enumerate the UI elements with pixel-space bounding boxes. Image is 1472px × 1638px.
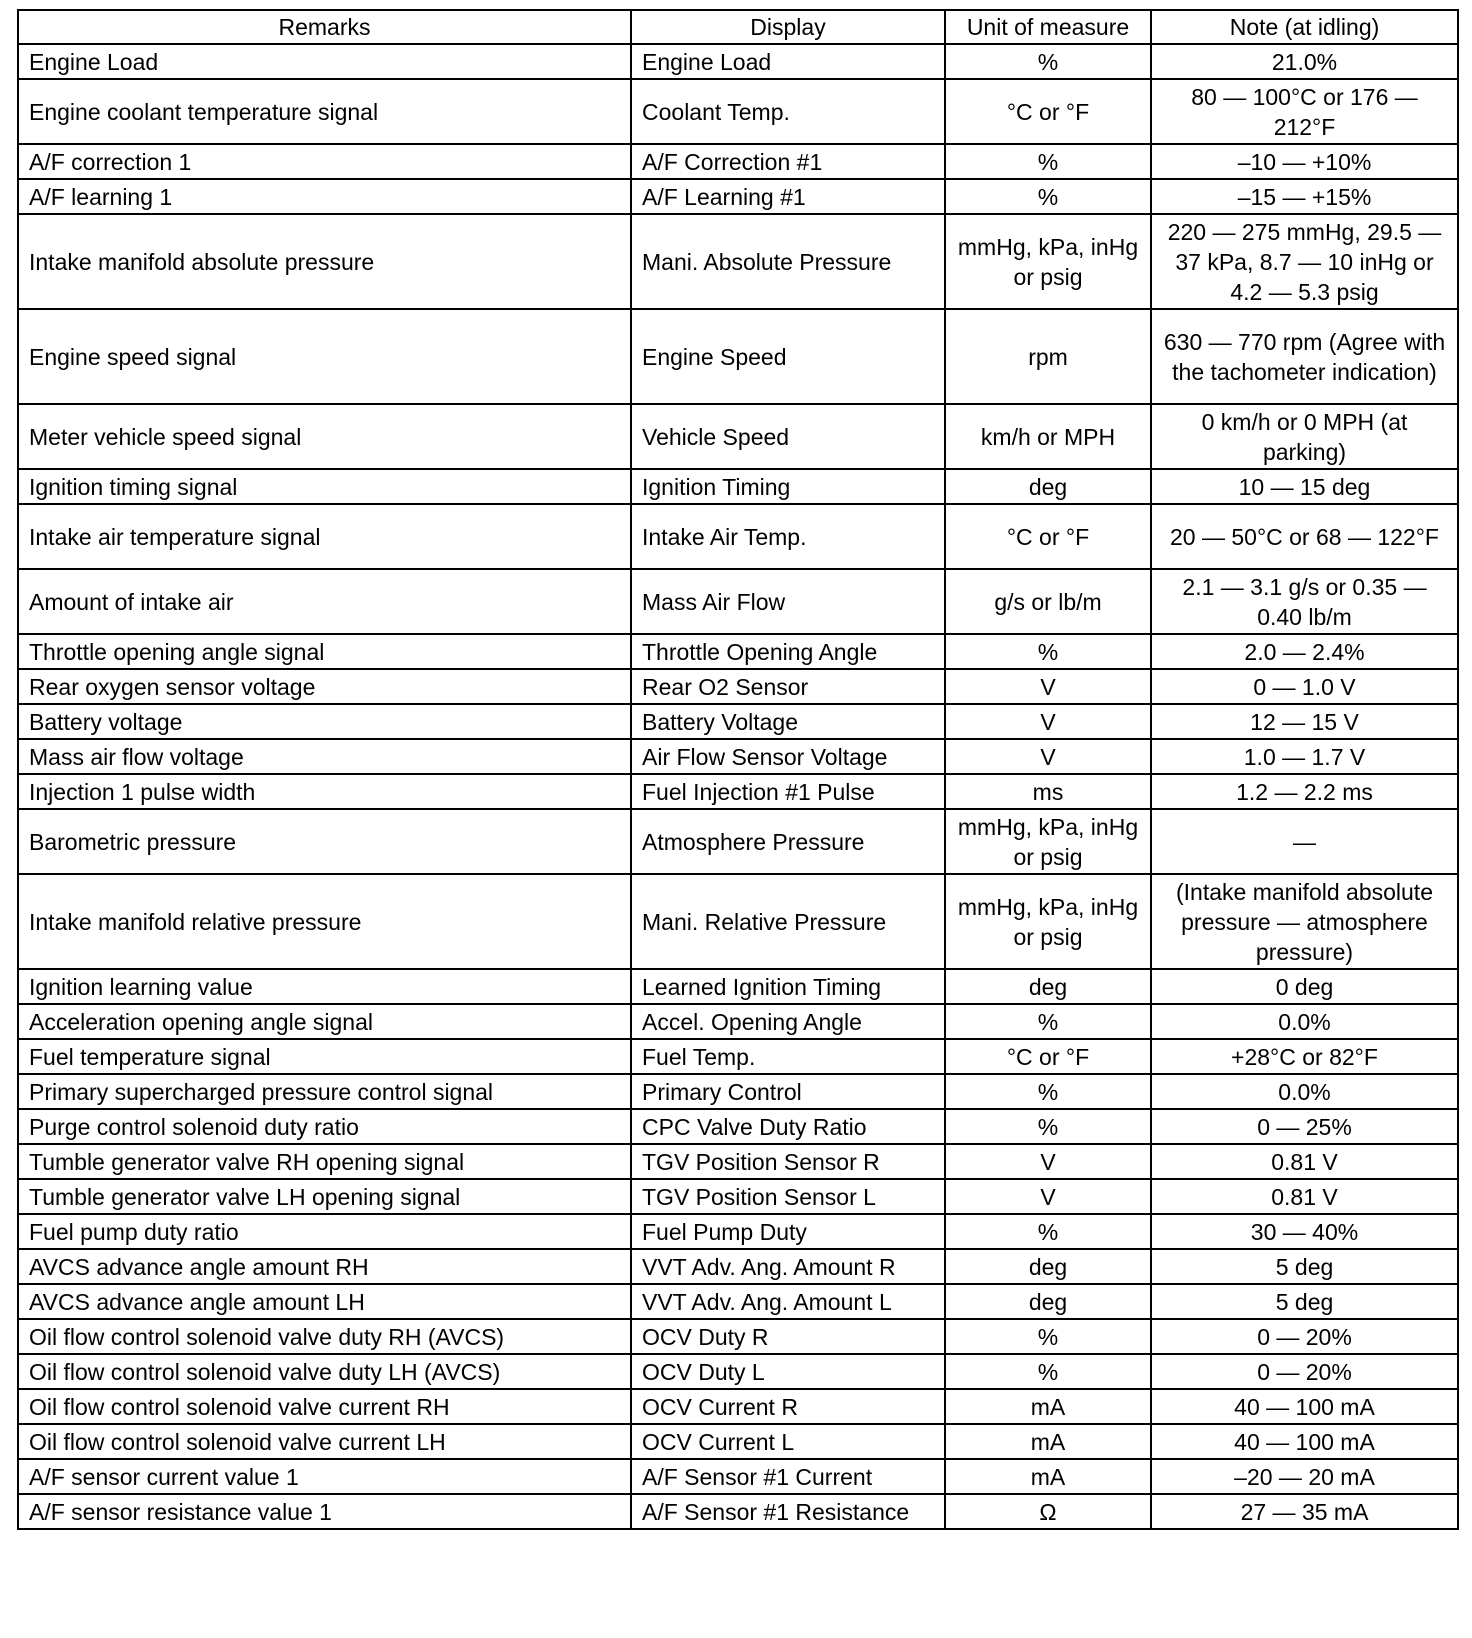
cell-note: 2.1 — 3.1 g/s or 0.35 — 0.40 lb/m [1151,569,1458,634]
cell-display: A/F Sensor #1 Resistance [631,1494,945,1529]
cell-note: 40 — 100 mA [1151,1389,1458,1424]
table-row [18,1179,1458,1214]
table-row [18,969,1458,1004]
table-row [18,809,1458,874]
cell-unit: V [945,739,1151,774]
cell-unit: % [945,1074,1151,1109]
cell-note: 0.81 V [1151,1144,1458,1179]
cell-display: OCV Current L [631,1424,945,1459]
table-row [18,874,1458,969]
cell-display: A/F Correction #1 [631,144,945,179]
cell-note: 12 — 15 V [1151,704,1458,739]
header-display: Display [631,10,945,44]
table-row [18,1039,1458,1074]
cell-unit: ms [945,774,1151,809]
cell-unit: g/s or lb/m [945,569,1151,634]
cell-display: Battery Voltage [631,704,945,739]
table-row [18,144,1458,179]
cell-note: 80 — 100°C or 176 — 212°F [1151,79,1458,144]
cell-remarks: A/F sensor resistance value 1 [18,1494,631,1529]
table-row [18,44,1458,79]
cell-unit: rpm [945,309,1151,404]
cell-remarks: Rear oxygen sensor voltage [18,669,631,704]
cell-remarks: Injection 1 pulse width [18,774,631,809]
cell-unit: % [945,1354,1151,1389]
cell-unit: km/h or MPH [945,404,1151,469]
cell-note: 630 — 770 rpm (Agree with the tachometer indication) [1151,309,1458,404]
table-row [18,1004,1458,1039]
cell-unit: deg [945,1249,1151,1284]
cell-remarks: Oil flow control solenoid valve current LH [18,1424,631,1459]
cell-display: Mani. Absolute Pressure [631,214,945,309]
cell-unit: % [945,179,1151,214]
cell-note: 0 — 20% [1151,1319,1458,1354]
table-row [18,704,1458,739]
header-unit: Unit of measure [945,10,1151,44]
table-row [18,504,1458,569]
cell-display: Primary Control [631,1074,945,1109]
cell-unit: V [945,1179,1151,1214]
table-row [18,1074,1458,1109]
cell-display: VVT Adv. Ang. Amount L [631,1284,945,1319]
cell-unit: % [945,144,1151,179]
cell-display: Fuel Temp. [631,1039,945,1074]
table-row [18,774,1458,809]
cell-remarks: Oil flow control solenoid valve current RH [18,1389,631,1424]
table-body [18,44,1458,1529]
cell-remarks: AVCS advance angle amount LH [18,1284,631,1319]
cell-unit: V [945,704,1151,739]
cell-unit: °C or °F [945,1039,1151,1074]
cell-remarks: Meter vehicle speed signal [18,404,631,469]
cell-display: Mass Air Flow [631,569,945,634]
cell-display: Vehicle Speed [631,404,945,469]
data-monitor-table [17,9,1459,1530]
cell-note: 2.0 — 2.4% [1151,634,1458,669]
cell-note: 0 deg [1151,969,1458,1004]
cell-remarks: Engine coolant temperature signal [18,79,631,144]
table-row [18,309,1458,404]
cell-remarks: Engine Load [18,44,631,79]
table-row [18,404,1458,469]
cell-remarks: Ignition learning value [18,969,631,1004]
cell-note: (Intake manifold absolute pressure — atmosphere pressure) [1151,874,1458,969]
cell-note: — [1151,809,1458,874]
cell-unit: mmHg, kPa, inHg or psig [945,214,1151,309]
cell-note: 21.0% [1151,44,1458,79]
cell-note: 40 — 100 mA [1151,1424,1458,1459]
cell-remarks: Fuel temperature signal [18,1039,631,1074]
cell-display: OCV Current R [631,1389,945,1424]
cell-remarks: Engine speed signal [18,309,631,404]
cell-note: 27 — 35 mA [1151,1494,1458,1529]
cell-display: Throttle Opening Angle [631,634,945,669]
table-row [18,1424,1458,1459]
cell-display: Engine Load [631,44,945,79]
cell-note: –15 — +15% [1151,179,1458,214]
cell-unit: deg [945,469,1151,504]
cell-note: 220 — 275 mmHg, 29.5 — 37 kPa, 8.7 — 10 inHg or 4.2 — 5.3 psig [1151,214,1458,309]
table-row [18,1354,1458,1389]
cell-unit: mA [945,1424,1151,1459]
cell-display: A/F Sensor #1 Current [631,1459,945,1494]
cell-unit: Ω [945,1494,1151,1529]
table-row [18,1214,1458,1249]
table-row [18,739,1458,774]
table-row [18,1284,1458,1319]
cell-remarks: Intake manifold absolute pressure [18,214,631,309]
cell-remarks: AVCS advance angle amount RH [18,1249,631,1284]
table-row [18,569,1458,634]
cell-unit: % [945,1319,1151,1354]
cell-unit: °C or °F [945,79,1151,144]
cell-display: A/F Learning #1 [631,179,945,214]
cell-note: –10 — +10% [1151,144,1458,179]
header-row [18,10,1458,44]
cell-note: 0.81 V [1151,1179,1458,1214]
cell-remarks: Intake manifold relative pressure [18,874,631,969]
cell-note: 0.0% [1151,1004,1458,1039]
cell-remarks: Acceleration opening angle signal [18,1004,631,1039]
cell-note: –20 — 20 mA [1151,1459,1458,1494]
cell-display: Mani. Relative Pressure [631,874,945,969]
table-row [18,669,1458,704]
cell-note: 0 — 20% [1151,1354,1458,1389]
cell-unit: % [945,44,1151,79]
cell-note: 5 deg [1151,1284,1458,1319]
cell-remarks: Intake air temperature signal [18,504,631,569]
table-row [18,1494,1458,1529]
table-row [18,1144,1458,1179]
cell-remarks: Tumble generator valve RH opening signal [18,1144,631,1179]
cell-display: Ignition Timing [631,469,945,504]
cell-remarks: Ignition timing signal [18,469,631,504]
cell-unit: deg [945,1284,1151,1319]
cell-unit: V [945,669,1151,704]
cell-display: Learned Ignition Timing [631,969,945,1004]
cell-unit: deg [945,969,1151,1004]
table-row [18,214,1458,309]
cell-display: Intake Air Temp. [631,504,945,569]
table-row [18,634,1458,669]
header-note: Note (at idling) [1151,10,1458,44]
cell-unit: mA [945,1459,1151,1494]
cell-note: 1.0 — 1.7 V [1151,739,1458,774]
cell-display: Fuel Injection #1 Pulse [631,774,945,809]
cell-note: 10 — 15 deg [1151,469,1458,504]
cell-unit: mmHg, kPa, inHg or psig [945,809,1151,874]
cell-note: 0.0% [1151,1074,1458,1109]
cell-display: Engine Speed [631,309,945,404]
cell-display: Fuel Pump Duty [631,1214,945,1249]
cell-display: TGV Position Sensor L [631,1179,945,1214]
cell-remarks: A/F sensor current value 1 [18,1459,631,1494]
cell-note: +28°C or 82°F [1151,1039,1458,1074]
cell-note: 5 deg [1151,1249,1458,1284]
cell-display: Coolant Temp. [631,79,945,144]
cell-note: 0 km/h or 0 MPH (at parking) [1151,404,1458,469]
cell-display: OCV Duty L [631,1354,945,1389]
cell-note: 0 — 25% [1151,1109,1458,1144]
cell-remarks: Tumble generator valve LH opening signal [18,1179,631,1214]
cell-display: CPC Valve Duty Ratio [631,1109,945,1144]
cell-note: 0 — 1.0 V [1151,669,1458,704]
cell-display: Rear O2 Sensor [631,669,945,704]
cell-unit: % [945,1004,1151,1039]
cell-remarks: Oil flow control solenoid valve duty LH (AVCS) [18,1354,631,1389]
cell-unit: % [945,1109,1151,1144]
cell-note: 20 — 50°C or 68 — 122°F [1151,504,1458,569]
cell-remarks: A/F learning 1 [18,179,631,214]
cell-remarks: Oil flow control solenoid valve duty RH (AVCS) [18,1319,631,1354]
table-row [18,179,1458,214]
table-row [18,1109,1458,1144]
cell-note: 30 — 40% [1151,1214,1458,1249]
cell-unit: mA [945,1389,1151,1424]
cell-unit: mmHg, kPa, inHg or psig [945,874,1151,969]
cell-display: Accel. Opening Angle [631,1004,945,1039]
header-remarks: Remarks [18,10,631,44]
table-row [18,1389,1458,1424]
table-row [18,79,1458,144]
cell-remarks: A/F correction 1 [18,144,631,179]
cell-display: TGV Position Sensor R [631,1144,945,1179]
cell-remarks: Mass air flow voltage [18,739,631,774]
cell-remarks: Purge control solenoid duty ratio [18,1109,631,1144]
table-row [18,1459,1458,1494]
cell-note: 1.2 — 2.2 ms [1151,774,1458,809]
table-row [18,1249,1458,1284]
cell-unit: °C or °F [945,504,1151,569]
table-row [18,1319,1458,1354]
cell-unit: V [945,1144,1151,1179]
cell-remarks: Fuel pump duty ratio [18,1214,631,1249]
cell-remarks: Battery voltage [18,704,631,739]
cell-remarks: Throttle opening angle signal [18,634,631,669]
cell-display: OCV Duty R [631,1319,945,1354]
cell-remarks: Barometric pressure [18,809,631,874]
cell-display: Air Flow Sensor Voltage [631,739,945,774]
cell-remarks: Primary supercharged pressure control signal [18,1074,631,1109]
table-row [18,469,1458,504]
cell-display: Atmosphere Pressure [631,809,945,874]
cell-unit: % [945,1214,1151,1249]
cell-remarks: Amount of intake air [18,569,631,634]
cell-unit: % [945,634,1151,669]
cell-display: VVT Adv. Ang. Amount R [631,1249,945,1284]
